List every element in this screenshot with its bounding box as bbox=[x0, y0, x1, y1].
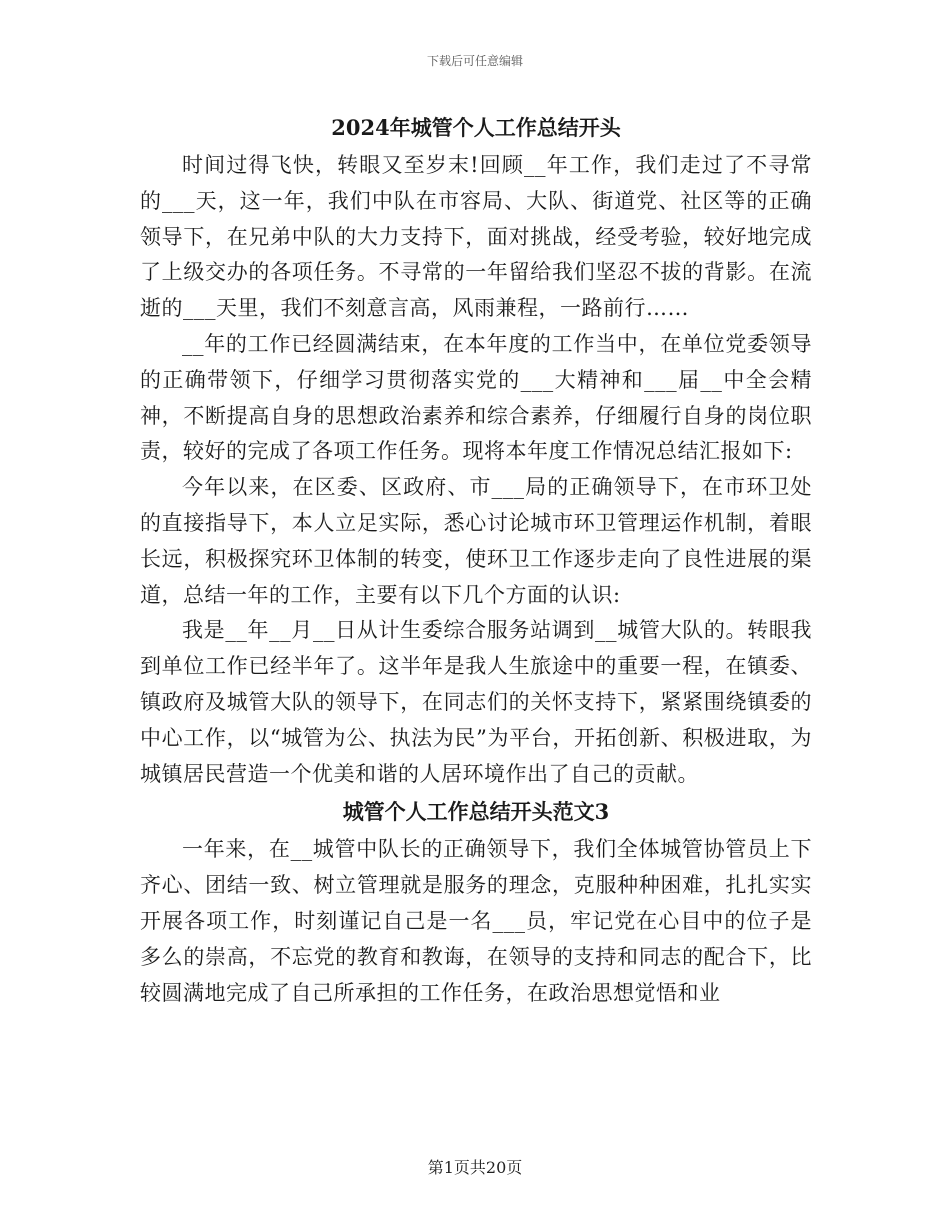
paragraph-2: __年的工作已经圆满结束，在本年度的工作当中，在单位党委领导的正确带领下，仔细学习贯彻落实党的___大精神和___届__中全会精神，不断提高自身的思想政治素养和综合素养，仔细履行自身的岗位职责，较好的完成了各项工作任务。现将本年度工作情况总结汇报如下: bbox=[140, 331, 812, 464]
page-footer: 第1页共20页 bbox=[427, 1158, 523, 1177]
paragraph-3: 今年以来，在区委、区政府、市___局的正确领导下，在市环卫处的直接指导下，本人立足实际，悉心讨论城市环卫管理运作机制，着眼长远，积极探究环卫体制的转变，使环卫工作逐步走向了良性进展的渠道，总结一年的工作，主要有以下几个方面的认识: bbox=[140, 475, 812, 607]
page-header: 下载后可任意编辑 bbox=[426, 54, 523, 68]
paragraph-4: 我是__年__月__日从计生委综合服务站调到__城管大队的。转眼我到单位工作已经半年了。这半年是我人生旅途中的重要一程，在镇委、镇政府及城管大队的领导下，在同志们的关怀支持下，紧紧围绕镇委的中心工作，以“城管为公、执法为民”为平台，开拓创新、积极进取，为城镇居民营造一个优美和谐的人居环境作出了自己的贡献。 bbox=[140, 618, 812, 786]
section-subtitle: 城管个人工作总结开头范文3 bbox=[342, 799, 610, 825]
document-title: 2024年城管个人工作总结开头 bbox=[331, 115, 621, 140]
paragraph-5: 一年来，在__城管中队长的正确领导下，我们全体城管协管员上下齐心、团结一致、树立管理就是服务的理念，克服种种困难，扎扎实实开展各项工作，时刻谨记自己是一名___员，牢记党在心目中的位子是多么的崇高，不忘党的教育和教诲，在领导的支持和同志的配合下，比较圆满地完成了自己所承担的工作任务，在政治思想觉悟和业 bbox=[140, 837, 812, 1005]
paragraph-1: 时间过得飞快，转眼又至岁末!回顾__年工作，我们走过了不寻常的___天，这一年，我们中队在市容局、大队、街道党、社区等的正确领导下，在兄弟中队的大力支持下，面对挑战，经受考验，较好地完成了上级交办的各项任务。不寻常的一年留给我们坚忍不拔的背影。在流逝的___天里，我们不刻意言高，风雨兼程，一路前行…… bbox=[140, 153, 812, 321]
document-body bbox=[140, 108, 812, 1011]
